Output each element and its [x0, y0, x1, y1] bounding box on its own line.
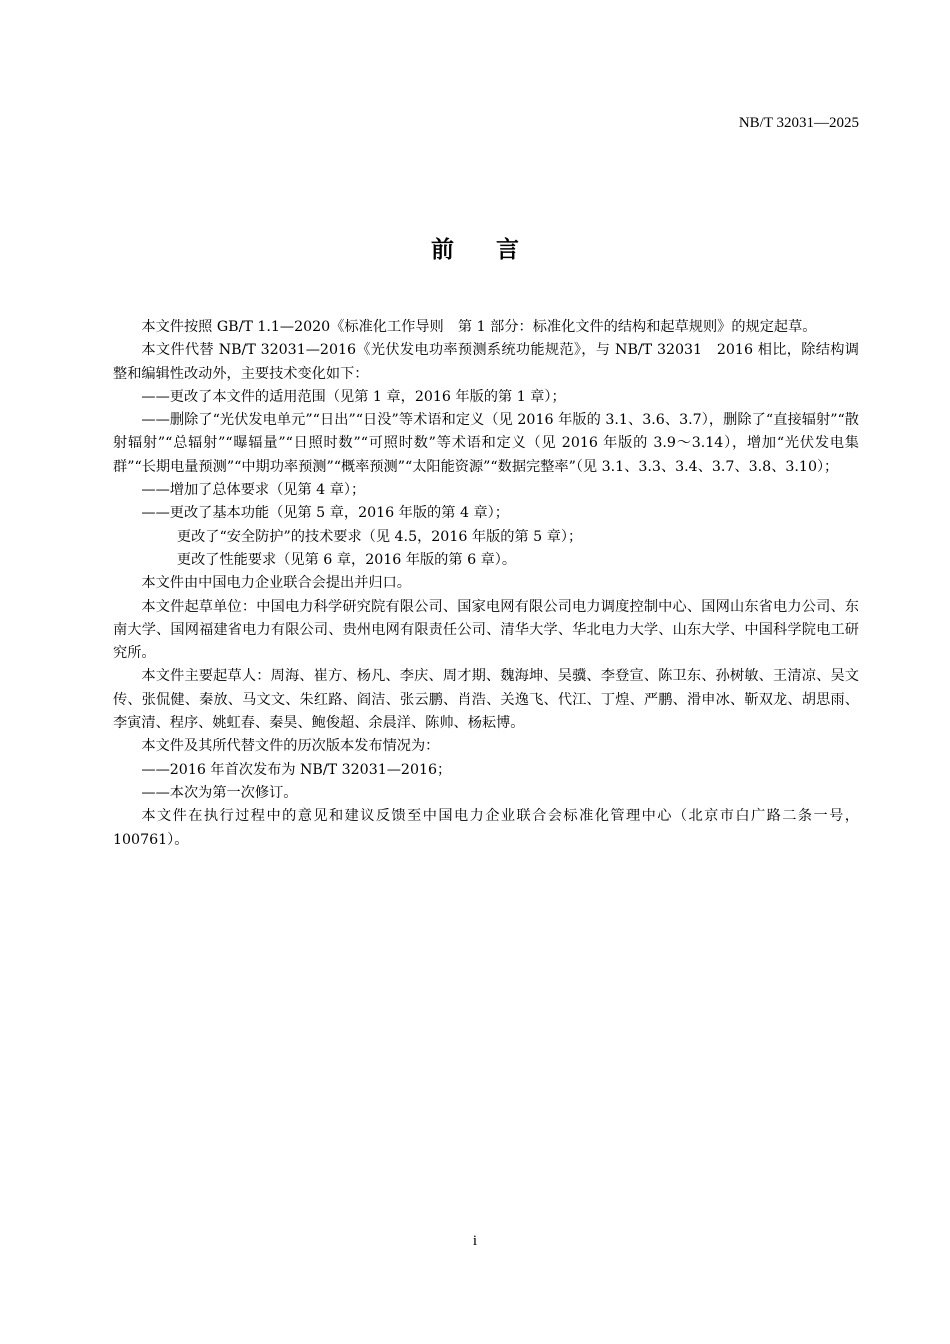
page-number: i	[472, 1233, 478, 1249]
change-item: ——更改了基本功能（见第 5 章，2016 年版的第 4 章）；	[141, 505, 509, 522]
paragraph-replacement: 本文件代替 NB/T 32031—2016《光伏发电功率预测系统功能规范》，与 NB/T 32031 2016 相比，除结构调整和编辑性改动外，主要技术变化如下：	[113, 342, 859, 382]
change-item: ——增加了总体要求（见第 4 章）；	[141, 482, 366, 499]
history-item: ——2016 年首次发布为 NB/T 32031—2016；	[141, 761, 452, 778]
history-item: ——本次为第一次修订。	[141, 784, 298, 801]
document-body	[113, 316, 859, 852]
page-title: 前言	[431, 237, 561, 263]
change-sub-item: 更改了“安全防护”的技术要求（见 4.5，2016 年版的第 5 章）；	[176, 528, 583, 545]
change-item: ——更改了本文件的适用范围（见第 1 章，2016 年版的第 1 章）；	[141, 388, 566, 405]
change-item: ——删除了“光伏发电单元”“日出”“日没”等术语和定义（见 2016 年版的 3.1、3.6、3.7），删除了“直接辐射”“散射辐射”“总辐射”“曝辐量”“日照时数”“可照时数”等术语和定义（见 2016 年版的 3.9～3.14），增加“光伏发电集群”“长期电量预测”“中期功率预测”“概率预测”“太阳能资源”“数据完整率”（见 3.1、3.3、3.4、3.7、3.8、3.10）；	[113, 412, 859, 475]
paragraph-drafters: 本文件主要起草人：周海、崔方、杨凡、李庆、周才期、魏海坤、吴骥、李登宣、陈卫东、孙树敏、王清凉、吴文传、张侃健、秦放、马文文、朱红路、阎洁、张云鹏、肖浩、关逸飞、代江、丁煌、严鹏、滑申冰、靳双龙、胡思雨、李寅清、程序、姚虹春、秦昊、鲍俊超、余晨洋、陈帅、杨耘博。	[113, 668, 859, 732]
paragraph-drafting-units: 本文件起草单位：中国电力科学研究院有限公司、国家电网有限公司电力调度控制中心、国网山东省电力公司、东南大学、国网福建省电力有限公司、贵州电网有限责任公司、清华大学、华北电力大学、山东大学、中国科学院电工研究所。	[113, 598, 859, 662]
paragraph-history-intro: 本文件及其所代替文件的历次版本发布情况为：	[141, 738, 440, 755]
change-sub-item: 更改了性能要求（见第 6 章，2016 年版的第 6 章）。	[176, 551, 517, 568]
paragraph-feedback: 本文件在执行过程中的意见和建议反馈至中国电力企业联合会标准化管理中心（北京市白广路二条一号，100761）。	[113, 808, 859, 848]
paragraph-drafting-basis: 本文件按照 GB/T 1.1—2020《标准化工作导则 第 1 部分：标准化文件的结构和起草规则》的规定起草。	[141, 319, 817, 335]
standard-code: NB/T 32031—2025	[738, 115, 859, 131]
paragraph-proposer: 本文件由中国电力企业联合会提出并归口。	[141, 575, 411, 592]
